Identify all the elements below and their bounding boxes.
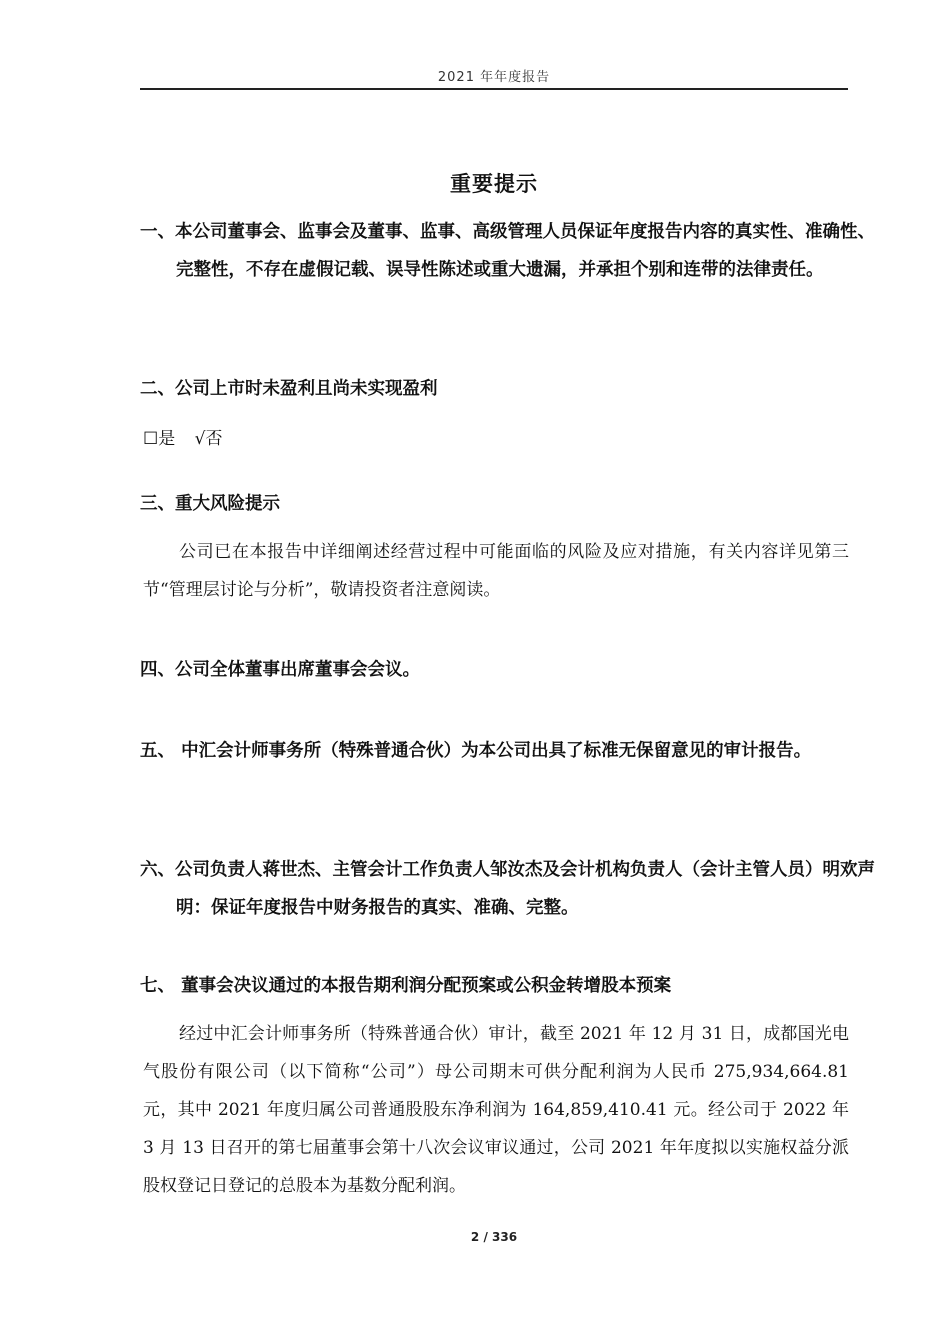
option-yes-checkbox: ☐是 [143, 429, 176, 449]
section-3-heading: 三、重大风险提示 [140, 494, 280, 514]
section-4-heading: 四、公司全体董事出席董事会会议。 [140, 660, 420, 680]
section-5: 五、 中汇会计师事务所（特殊普通合伙）为本公司出具了标准无保留意见的审计报告。 [140, 741, 812, 761]
page-number: 2 / 336 [470, 1230, 518, 1244]
section-1: 一、本公司董事会、监事会及董事、监事、高级管理人员保证年度报告内容的真实性、准确性、完整性，不存在虚假记载、误导性陈述或重大遗漏，并承担个别和连带的法律责任。 [140, 222, 875, 280]
option-no-checked: √否 [194, 429, 223, 449]
running-header: 2021 年年度报告 [437, 70, 551, 85]
section-3-body: 公司已在本报告中详细阐述经营过程中可能面临的风险及应对措施，有关内容详见第三节“管理层讨论与分析”，敬请投资者注意阅读。 [143, 542, 849, 600]
section-6: 六、公司负责人蒋世杰、主管会计工作负责人邹汝杰及会计机构负责人（会计主管人员）明欢声明：保证年度报告中财务报告的真实、准确、完整。 [140, 860, 875, 918]
section-7-body: 经过中汇会计师事务所（特殊普通合伙）审计，截至 2021 年 12 月 31 日，成都国光电气股份有限公司（以下简称“公司”）母公司期末可供分配利润为人民币 275,934,664.81 元，其中 2021 年度归属公司普通股股东净利润为 164,859,410.41 元。经公司于 2022 年 3 月 13 日召开的第七届董事会第十八次会议审议通过，公司 2021 年年度拟以实施权益分派股权登记日登记的总股本为基数分配利润。 [143, 1024, 849, 1196]
section-2-heading: 二、公司上市时未盈利且尚未实现盈利 [140, 379, 438, 399]
header-rule [140, 88, 848, 90]
page-title: 重要提示 [450, 172, 538, 196]
section-7-heading: 七、 董事会决议通过的本报告期利润分配预案或公积金转增股本预案 [140, 976, 672, 996]
listed-profit-options [143, 424, 237, 449]
